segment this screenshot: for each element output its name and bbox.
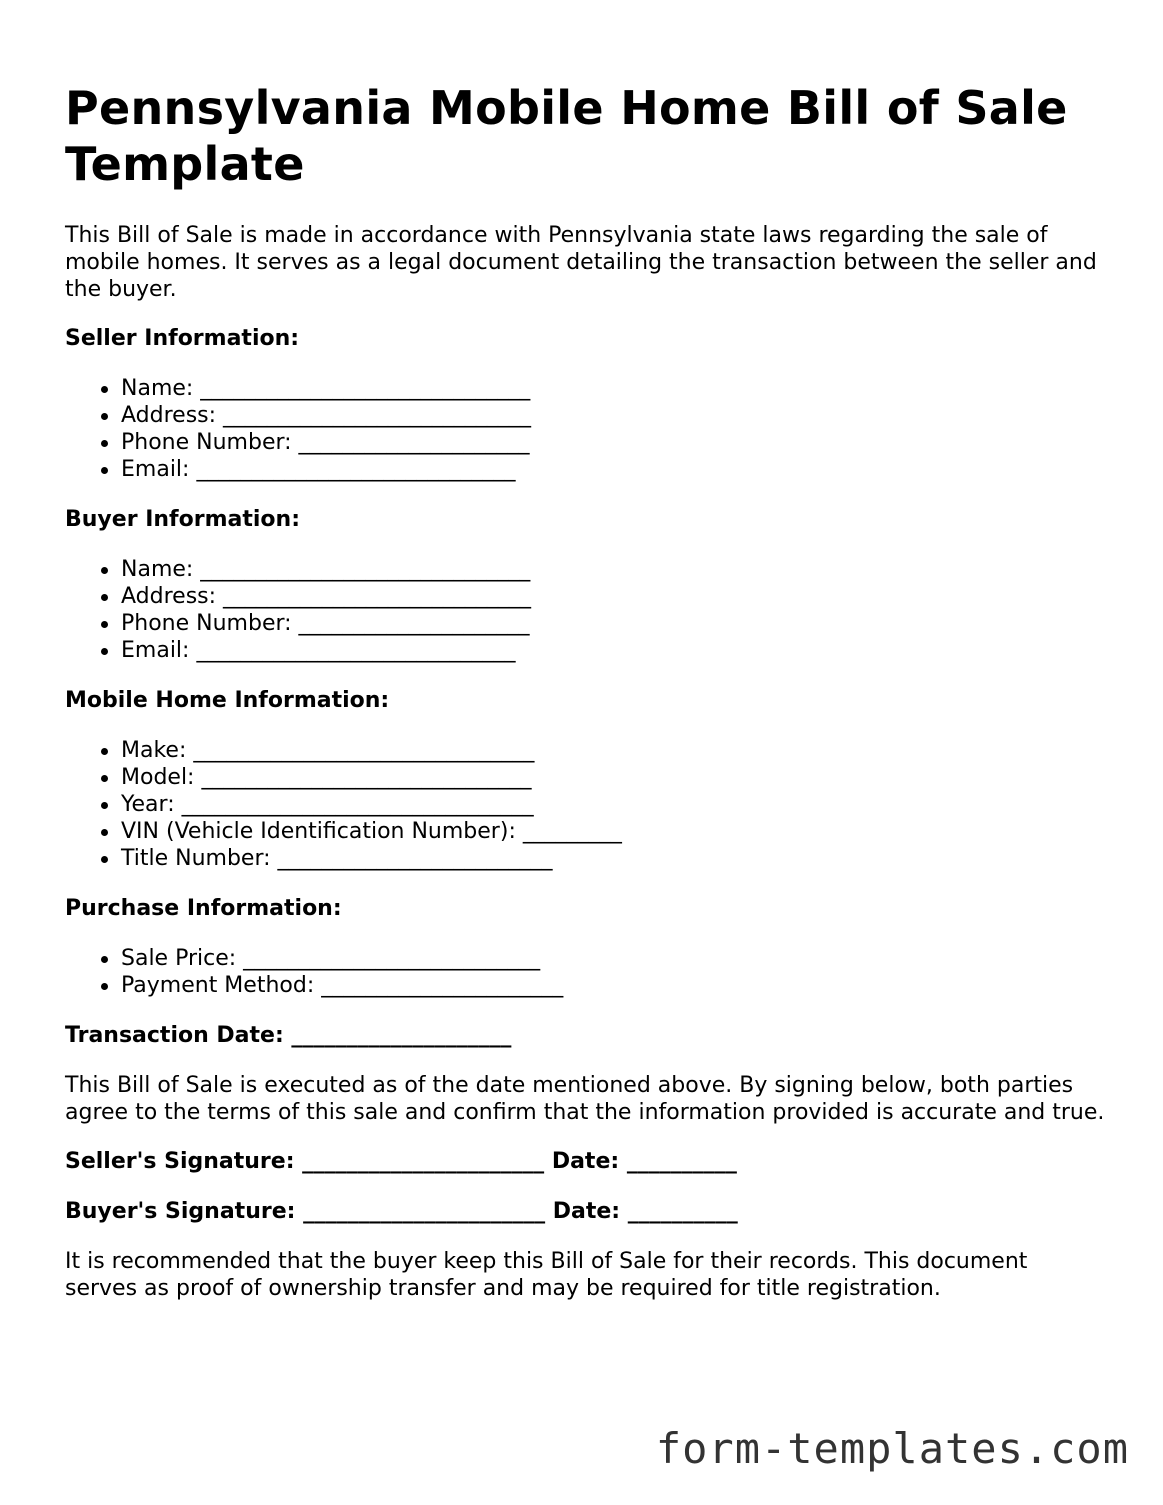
buyer-list xyxy=(65,556,1105,664)
seller-address-field: Address: ____________________________ xyxy=(121,402,1105,429)
payment-method-field: Payment Method: ______________________ xyxy=(121,972,1105,999)
closing-paragraph: It is recommended that the buyer keep this Bill of Sale for their records. This document serves as proof of ownership transfer and may be required for title registration. xyxy=(65,1249,1028,1301)
seller-signature-line: Seller's Signature: ______________________ Date: __________ xyxy=(65,1149,737,1174)
purchase-heading: Purchase Information: xyxy=(65,896,342,921)
buyer-address-field: Address: ____________________________ xyxy=(121,583,1105,610)
buyer-heading: Buyer Information: xyxy=(65,507,300,532)
purchase-list xyxy=(65,945,1105,999)
year-field: Year: ________________________________ xyxy=(121,791,1105,818)
seller-email-field: Email: _____________________________ xyxy=(121,456,1105,483)
seller-heading: Seller Information: xyxy=(65,326,300,351)
make-field: Make: _______________________________ xyxy=(121,737,1105,764)
watermark-logo: form-templates.com xyxy=(655,1424,1129,1473)
intro-paragraph: This Bill of Sale is made in accordance with Pennsylvania state laws regarding the sale of mobile homes. It serves as a legal document detailing the transaction between the seller and the buyer. xyxy=(65,223,1097,302)
buyer-name-field: Name: ______________________________ xyxy=(121,556,1105,583)
mobile-home-list xyxy=(65,737,1105,872)
vin-field: VIN (Vehicle Identification Number): _________ xyxy=(121,818,1105,845)
document-page xyxy=(65,80,1105,1324)
mobile-home-heading: Mobile Home Information: xyxy=(65,688,390,713)
seller-phone-field: Phone Number: _____________________ xyxy=(121,429,1105,456)
seller-list xyxy=(65,375,1105,483)
buyer-phone-field: Phone Number: _____________________ xyxy=(121,610,1105,637)
transaction-date-field: Transaction Date: ____________________ xyxy=(65,1023,512,1048)
document-title: Pennsylvania Mobile Home Bill of Sale Template xyxy=(65,81,1068,191)
execution-paragraph: This Bill of Sale is executed as of the date mentioned above. By signing below, both parties agree to the terms of this sale and confirm that the information provided is accurate and true. xyxy=(65,1073,1105,1125)
model-field: Model: ______________________________ xyxy=(121,764,1105,791)
title-number-field: Title Number: _________________________ xyxy=(121,845,1105,872)
seller-name-field: Name: ______________________________ xyxy=(121,375,1105,402)
buyer-signature-line: Buyer's Signature: ______________________ Date: __________ xyxy=(65,1199,738,1224)
sale-price-field: Sale Price: ___________________________ xyxy=(121,945,1105,972)
buyer-email-field: Email: _____________________________ xyxy=(121,637,1105,664)
